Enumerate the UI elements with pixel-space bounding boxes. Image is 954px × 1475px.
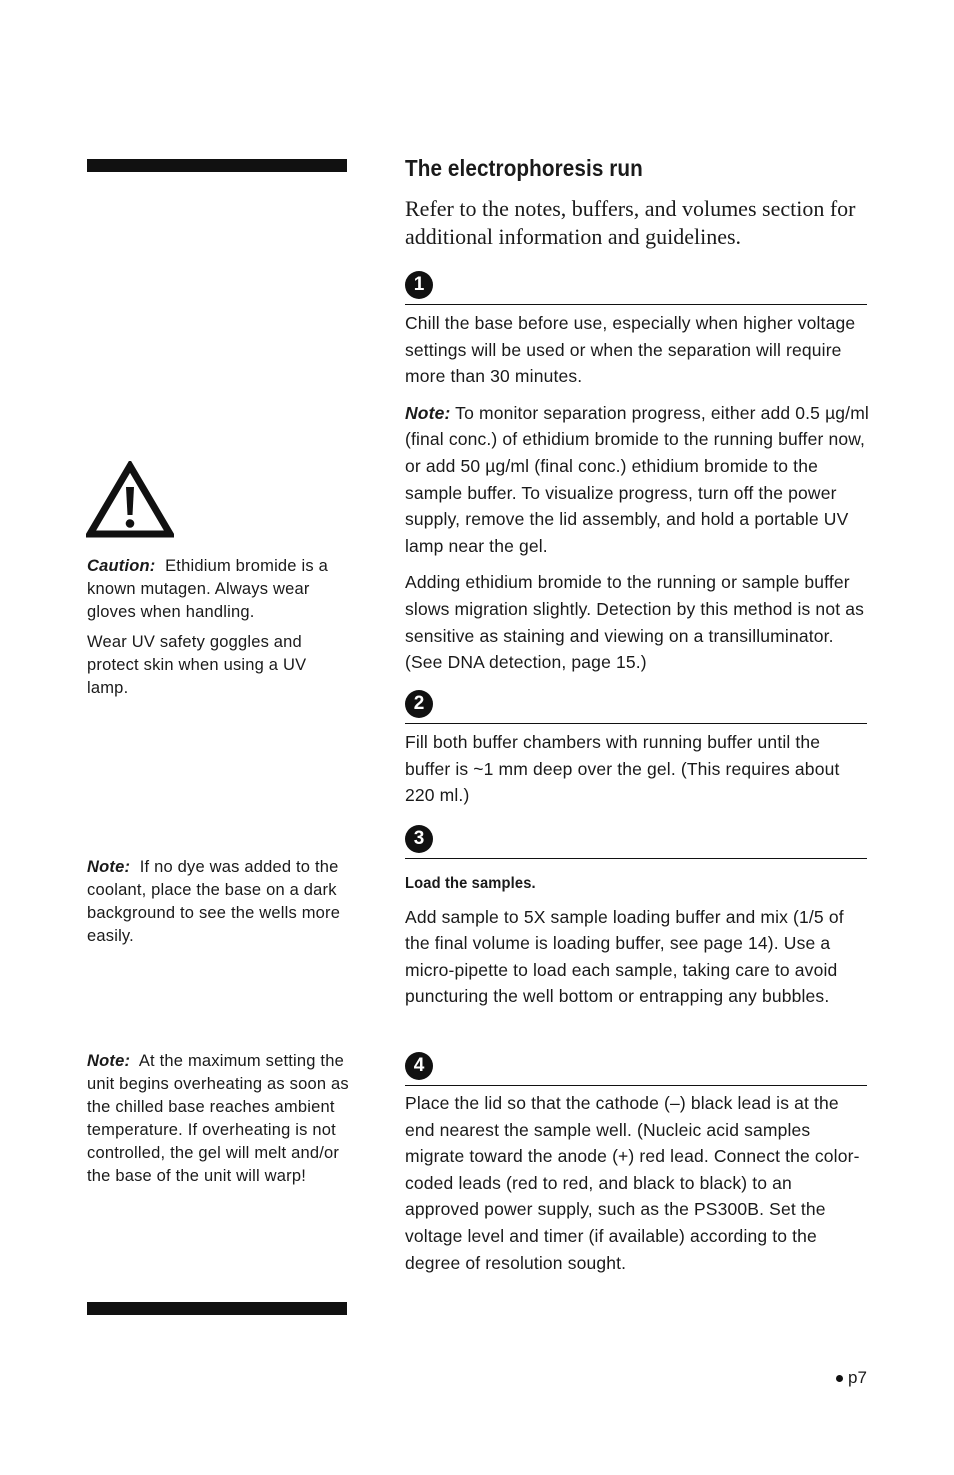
section-intro: Refer to the notes, buffers, and volumes section for additional information and guidelines. xyxy=(405,196,856,249)
warning-icon xyxy=(86,461,174,539)
note-text: At the maximum setting the unit begins overheating as soon as the chilled base reaches ambient temperature. If overheating is not controlled, the gel will melt and/or the base of the unit will warp! xyxy=(87,1052,349,1185)
step-2-header xyxy=(405,690,867,724)
step-3-subheading: Load the samples. xyxy=(405,875,536,892)
step-number-badge: 1 xyxy=(405,271,433,299)
step-4-paragraph: Place the lid so that the cathode (–) black lead is at the end nearest the sample well. (Nucleic acid samples migrate toward the anode (+) red lead. Connect the color-coded leads (red to red, and black to black) to an approved power supply, such as the PS300B. Set the voltage level and timer (if available) according to the degree of resolution sought. xyxy=(405,1093,860,1273)
step-1-content xyxy=(405,310,870,686)
step-number-badge: 3 xyxy=(405,825,433,853)
step-1-paragraph: Chill the base before use, especially when higher voltage settings will be used or when the separation will require more than 30 minutes. xyxy=(405,313,856,387)
top-decorative-bar xyxy=(87,159,347,172)
section-title: The electrophoresis run xyxy=(405,155,643,181)
step-4-header xyxy=(405,1052,867,1086)
overheating-note xyxy=(87,1050,349,1195)
uv-warning-text: Wear UV safety goggles and protect skin when using a UV lamp. xyxy=(87,633,307,697)
note-label: Note: xyxy=(87,858,131,876)
step-1-paragraph-2: Adding ethidium bromide to the running or sample buffer slows migration slightly. Detection by this method is not as sensitive as staining and viewing on a transilluminator. (See DNA detection, page 15.) xyxy=(405,572,865,673)
page-number xyxy=(836,1368,867,1388)
step-number-badge: 2 xyxy=(405,690,433,718)
step-3-content xyxy=(405,869,870,1020)
note-text: If no dye was added to the coolant, place the base on a dark background to see the wells more easily. xyxy=(87,858,341,945)
step-number-badge: 4 xyxy=(405,1052,433,1080)
step-3-paragraph: Add sample to 5X sample loading buffer and mix (1/5 of the final volume is loading buffer, see page 14). Use a micro-pipette to load each sample, taking care to avoid puncturing the well bottom or entrapping any bubbles. xyxy=(405,906,844,1007)
caution-note xyxy=(87,555,349,707)
bullet-icon xyxy=(836,1375,843,1382)
note-label: Note: xyxy=(87,1052,131,1070)
caution-label: Caution: xyxy=(87,557,156,575)
step-2-paragraph: Fill both buffer chambers with running buffer until the buffer is ~1 mm deep over the gel. (This requires about 220 ml.) xyxy=(405,732,840,806)
step-3-header xyxy=(405,825,867,859)
note-label: Note: xyxy=(405,402,451,423)
caution-text: Ethidium bromide is a known mutagen. Always wear gloves when handling. xyxy=(87,557,328,621)
step-4-content xyxy=(405,1090,870,1286)
step-2-content xyxy=(405,729,870,819)
step-1-header xyxy=(405,271,867,305)
step-1-note-text: To monitor separation progress, either add 0.5 µg/ml (final conc.) of ethidium bromide to the running buffer now, or add 50 µg/ml (final conc.) ethidium bromide to the sample buffer. To visualize progress, turn off the power supply, remove the lid assembly, and hold a portable UV lamp near the gel. xyxy=(405,402,869,556)
page-number-text: p7 xyxy=(848,1368,867,1387)
bottom-decorative-bar xyxy=(87,1302,347,1315)
dye-note xyxy=(87,856,349,955)
